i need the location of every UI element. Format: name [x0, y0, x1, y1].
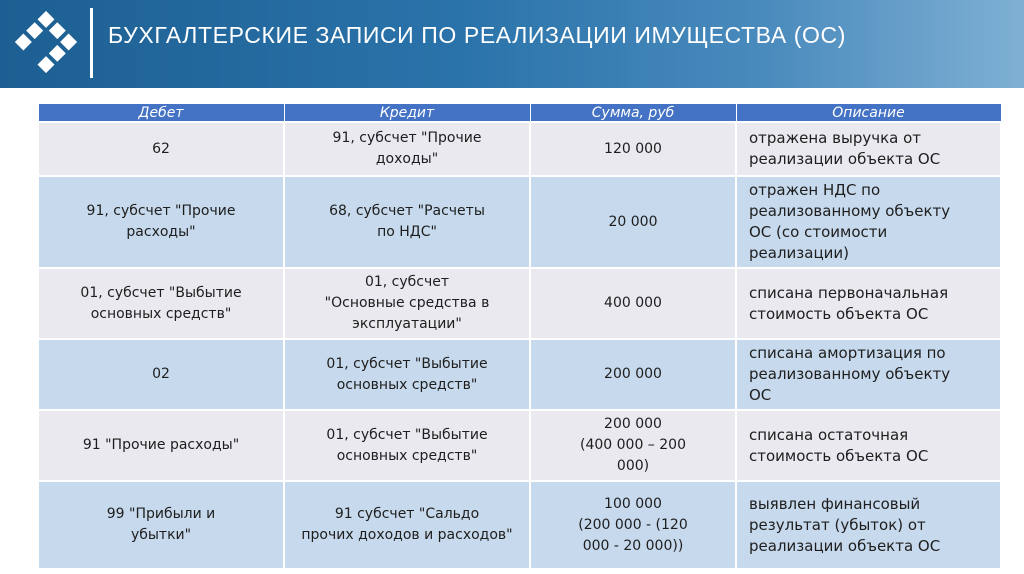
description-cell	[736, 122, 1001, 176]
table-header-row	[38, 104, 1001, 122]
credit-text: 01, субсчет "Выбытие основных средств"	[326, 426, 488, 464]
amount-cell	[530, 268, 736, 339]
credit-cell	[284, 339, 530, 410]
description-text: отражена выручка от реализации объекта ОС	[749, 129, 941, 168]
table-row	[38, 481, 1001, 569]
description-text: списана первоначальная стоимость объекта ОС	[749, 283, 949, 323]
table-row	[38, 122, 1001, 176]
credit-text: 01, субсчет "Выбытие основных средств"	[326, 355, 488, 393]
slide-header	[0, 0, 1024, 88]
slide-title: БУХГАЛТЕРСКИЕ ЗАПИСИ ПО РЕАЛИЗАЦИИ ИМУЩЕСТВА (ОС)	[108, 22, 846, 48]
amount-cell	[530, 339, 736, 410]
credit-cell	[284, 268, 530, 339]
amount-cell	[530, 122, 736, 176]
credit-cell	[284, 410, 530, 481]
header-divider	[90, 8, 93, 78]
table-row	[38, 339, 1001, 410]
column-header-description: Описание	[736, 104, 1001, 122]
credit-cell	[284, 481, 530, 569]
table-row	[38, 176, 1001, 268]
description-cell	[736, 176, 1001, 268]
debit-text: 01, субсчет "Выбытие основных средств"	[80, 284, 242, 322]
debit-text: 02	[152, 366, 170, 382]
debit-text: 99 "Прибыли и убытки"	[106, 506, 216, 543]
credit-cell	[284, 176, 530, 268]
column-header-amount: Сумма, руб	[530, 104, 736, 122]
amount-text: 120 000	[604, 140, 662, 157]
amount-text: 400 000	[604, 295, 662, 311]
description-text: отражен НДС по реализованному объекту ОС (со стоимости реализации)	[749, 181, 951, 262]
amount-cell	[530, 410, 736, 481]
debit-cell	[38, 339, 284, 410]
debit-cell	[38, 410, 284, 481]
credit-text: 91 субсчет "Сальдо прочих доходов и расходов"	[301, 506, 513, 543]
column-header-debit: Дебет	[38, 104, 284, 122]
credit-cell	[284, 122, 530, 176]
debit-cell	[38, 122, 284, 176]
table-row	[38, 410, 1001, 481]
amount-cell	[530, 481, 736, 569]
amount-text: 20 000	[608, 213, 658, 230]
credit-text: 91, субсчет "Прочие доходы"	[332, 130, 482, 167]
description-cell	[736, 268, 1001, 339]
amount-cell	[530, 176, 736, 268]
description-cell	[736, 481, 1001, 569]
credit-text: 01, субсчет "Основные средства в эксплуатации"	[324, 274, 490, 332]
amount-text: 200 000 (400 000 – 200 000)	[580, 416, 686, 474]
description-text: списана остаточная стоимость объекта ОС	[749, 425, 929, 465]
debit-cell	[38, 481, 284, 569]
accounting-entries-table	[37, 104, 1002, 570]
description-text: выявлен финансовый результат (убыток) от реализации объекта ОС	[749, 494, 941, 555]
diamond-logo-icon	[10, 6, 82, 78]
description-cell	[736, 410, 1001, 481]
debit-cell	[38, 176, 284, 268]
debit-text: 62	[152, 140, 170, 157]
amount-text: 200 000	[604, 366, 662, 382]
debit-text: 91, субсчет "Прочие расходы"	[86, 203, 236, 240]
debit-text: 91 "Прочие расходы"	[82, 437, 240, 453]
description-cell	[736, 339, 1001, 410]
description-text: списана амортизация по реализованному объекту ОС	[749, 344, 951, 404]
debit-cell	[38, 268, 284, 339]
table-row	[38, 268, 1001, 339]
column-header-credit: Кредит	[284, 104, 530, 122]
amount-text: 100 000 (200 000 - (120 000 - 20 000))	[578, 495, 688, 554]
credit-text: 68, субсчет "Расчеты по НДС"	[329, 203, 485, 240]
entries-table-container	[37, 104, 1000, 570]
